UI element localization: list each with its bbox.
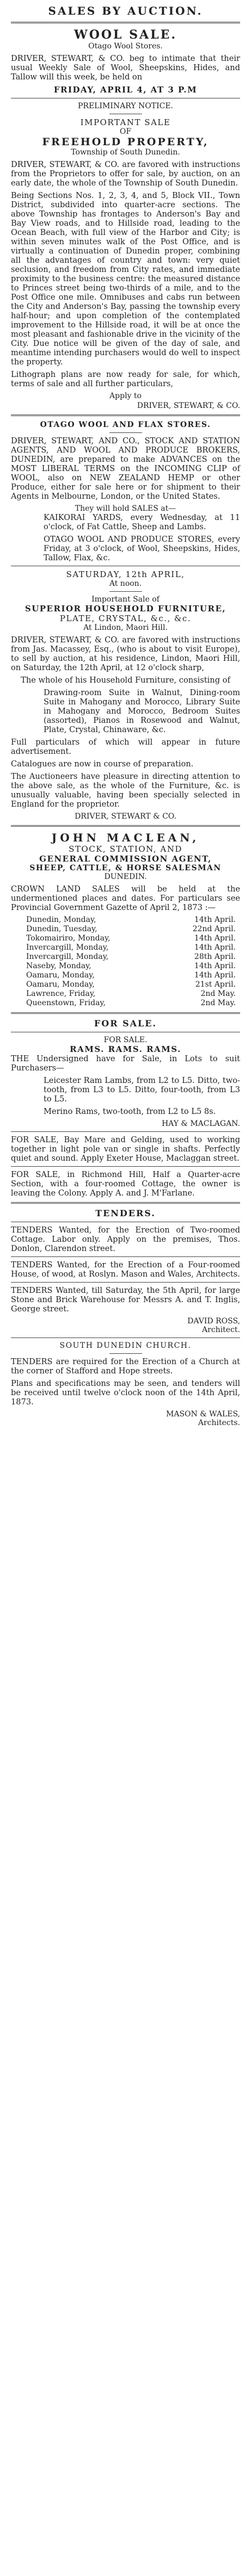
ad-line: DUNEDIN.	[104, 872, 147, 881]
ad-paragraph: The whole of his Household Furniture, consisting of	[21, 676, 230, 685]
crown-land-list	[11, 915, 240, 1008]
ad-paragraph: Full particulars of which will appear in future advertisement.	[11, 738, 240, 756]
furniture-ad	[11, 569, 240, 821]
ad-paragraph: Leicester Ram Lambs, from L2 to L5. Ditto, two-tooth, from L3 to L5. Ditto, four-tooth, from L3 to L5.	[44, 1076, 240, 1104]
divider	[109, 591, 142, 592]
ad-paragraph: OTAGO WOOL AND PRODUCE STORES, every Friday, at 3 o'clock, of Wool, Sheepskins, Hides, Tallow, Flax, &c.	[44, 535, 240, 562]
tenders-section	[11, 1208, 240, 1427]
ad-paragraph: FOR SALE, in Richmond Hill, Half a Quarter-acre Section, with a four-roomed Cottage, the owner is leaving the Colony. Apply A. and J. M'Farlane.	[11, 1170, 240, 1198]
ad-paragraph: Merino Rams, two-tooth, from L2 to L5 8s.	[44, 1107, 216, 1116]
ad-title: JOHN MACLEAN,	[51, 831, 200, 844]
ad-paragraph: Lithograph plans are now ready for sale, for which, terms of sale and all further particulars,	[11, 370, 240, 388]
ad-time: At noon.	[109, 579, 142, 588]
apply-line: Apply to	[109, 392, 142, 400]
ad-title: SUPERIOR HOUSEHOLD FURNITURE,	[25, 604, 226, 614]
divider	[11, 1166, 240, 1167]
ad-line: Township of South Dunedin.	[71, 148, 180, 157]
divider	[11, 1282, 240, 1283]
maclean-ad	[11, 831, 240, 1008]
wool-sale-ad	[11, 28, 240, 95]
list-item: Oamaru, Monday, 14th April.	[26, 971, 236, 980]
ad-subtitle: Otago Wool Stores.	[88, 42, 163, 51]
flax-stores-ad	[11, 420, 240, 562]
divider	[11, 825, 240, 827]
signature-title: Architect.	[202, 1326, 240, 1334]
ad-paragraph: Plans and specifications may be seen, and tenders will be received until twelve o'clock noon of the 14th April, 1873.	[11, 1379, 240, 1407]
signature: DRIVER, STEWART & CO.	[75, 812, 176, 821]
ad-line: OF	[119, 127, 132, 136]
list-item: Tokomairiro, Monday, 14th April.	[26, 934, 236, 943]
ad-line: Important Sale of	[91, 595, 160, 604]
ad-paragraph: THE Undersigned have for Sale, in Lots to suit Purchasers—	[11, 1054, 240, 1073]
ad-paragraph: CROWN LAND SALES will be held at the undermentioned places and dates. For particulars see Provincial Government Gazette of April 2, 1873 :—	[11, 884, 240, 912]
list-item: Invercargill, Monday, 14th April.	[26, 943, 236, 952]
signature: MASON & WALES,	[166, 1410, 240, 1419]
ad-paragraph: DRIVER, STEWART, & CO. are favored with instructions from Jas. Macassey, Esq., (who is about to visit Europe), to sell by auction, at his residence, Lindon, Maori Hill, on Saturday, the 12th April, at 12 o'clock sharp,	[11, 635, 240, 672]
ad-paragraph: TENDERS Wanted, for the Erection of a Four-roomed House, of wood, at Roslyn. Mason and Wales, Architects.	[11, 1260, 240, 1279]
divider	[11, 1337, 240, 1338]
divider	[109, 1353, 142, 1354]
ad-paragraph: TENDERS are required for the Erection of a Church at the corner of Stafford and Hope streets.	[11, 1357, 240, 1376]
notice-label: PRELIMINARY NOTICE.	[77, 102, 173, 110]
ad-paragraph: Drawing-room Suite in Walnut, Dining-room Suite in Mahogany and Morocco, Library Suite in Mahogany and Morocco, Bedroom Suites (assorted), Pianos in Rosewood and Walnut, Plate, Crystal, Chinaware, &c.	[44, 688, 240, 734]
ad-title: SOUTH DUNEDIN CHURCH.	[59, 1341, 192, 1350]
list-item: Oamaru, Monday, 21st April.	[26, 980, 236, 989]
list-item: Queenstown, Friday, 2nd May.	[26, 999, 236, 1007]
ad-paragraph: The Auctioneers have pleasure in directing attention to the above sale, as the whole of the Furniture, &c. is unusually valuable, having been specially selected in England for the proprietor.	[11, 772, 240, 809]
freehold-ad	[11, 102, 240, 410]
divider	[11, 22, 240, 23]
ad-paragraph: KAIKORAI YARDS, every Wednesday, at 11 o'clock, of Fat Cattle, Sheep and Lambs.	[44, 513, 240, 531]
ad-line: STOCK, STATION, AND	[69, 844, 182, 854]
list-item: Lawrence, Friday, 2nd May.	[26, 989, 236, 998]
section-heading: TENDERS.	[95, 1208, 156, 1218]
signature: DRIVER, STEWART, & CO.	[137, 401, 240, 410]
ad-line: PLATE, CRYSTAL, &c., &c.	[59, 614, 192, 623]
ad-title: FREEHOLD PROPERTY,	[42, 136, 209, 148]
ad-body: DRIVER, STEWART, & CO. beg to intimate that their usual Weekly Sale of Wool, Sheepskins, Hides, and Tallow will this week, be held on	[11, 54, 240, 82]
ad-paragraph: TENDERS Wanted, for the Erection of Two-roomed Cottage. Labor only. Apply on the premises, Thos. Donlon, Clarendon street.	[11, 1225, 240, 1253]
ad-paragraph: Catalogues are now in course of preparation.	[11, 759, 194, 769]
ad-paragraph: Being Sections Nos. 1, 2, 3, 4, and 5, Block VII., Town District, subdivided into quarter-acre sections. The above Township has frontages to Anderson's Bay and Bay View roads, and to Hillside road, leading to the Ocean Beach, with full view of the Harbor and City; is within seven minutes walk of the Post Office, and is virtually a continuation of Dunedin proper, combining all the advantages of country and town: very quiet seclusion, and freedom from City rates, and immediate proximity to the business centre: the measured distance to Princes street being two-thirds of a mile, and to the Post Office one mile. Omnibuses and cabs run between the City and Anderson's Bay, passing the township every half-hour; and upon completion of the contemplated improvement to the Hillside road, it will be at once the most pleasant and fashionable drive in the vicinity of the City. Due notice will be given of the day of sale, and meantime intending purchasers would do well to inspect the property.	[11, 191, 241, 367]
for-sale-section	[11, 1018, 240, 1198]
section-heading: FOR SALE.	[94, 1018, 157, 1029]
ad-paragraph: TENDERS Wanted, till Saturday, the 5th April, for large Stone and Brick Warehouse for Messrs A. and T. Inglis, George street.	[11, 1286, 240, 1314]
ad-line: GENERAL COMMISSION AGENT,	[39, 854, 212, 864]
signature: HAY & MACLAGAN.	[161, 1119, 240, 1128]
ad-line: FOR SALE.	[103, 1036, 148, 1044]
ad-line: At Lindon, Maori Hill.	[83, 623, 168, 632]
signature-title: Architects.	[198, 1419, 240, 1427]
ad-date: FRIDAY, APRIL 4, AT 3 P.M	[53, 85, 198, 95]
ad-title: WOOL SALE.	[74, 28, 177, 42]
ad-line: IMPORTANT SALE	[80, 117, 171, 127]
signature: DAVID ROSS,	[187, 1317, 240, 1326]
divider	[11, 1012, 240, 1014]
list-item: Naseby, Monday, 14th April.	[26, 962, 236, 970]
list-item: Invercargill, Monday, 28th April.	[26, 952, 236, 961]
divider	[11, 1131, 240, 1132]
list-item: Dunedin, Tuesday, 22nd April.	[26, 925, 236, 933]
divider	[109, 432, 142, 433]
list-item: Dunedin, Monday, 14th April.	[26, 915, 236, 924]
divider	[11, 414, 240, 416]
ad-line: They will hold SALES at—	[75, 504, 176, 513]
divider	[11, 1202, 240, 1204]
ad-line: SHEEP, CATTLE, & HORSE SALESMAN	[29, 864, 222, 872]
ad-title: OTAGO WOOL AND FLAX STORES.	[40, 420, 211, 429]
ad-paragraph: DRIVER, STEWART, & CO. are favored with instructions from the Proprietors to offer for sale, by auction, on an early date, the whole of the Township of South Dunedin.	[11, 160, 240, 188]
ad-title: RAMS. RAMS. RAMS.	[70, 1044, 181, 1054]
ad-paragraph: FOR SALE, Bay Mare and Gelding, used to working together in light pole van or single in shafts. Perfectly quiet and sound. Apply Exeter House, Maclaggan street.	[11, 1135, 240, 1163]
section-header: SALES BY AUCTION.	[48, 4, 203, 17]
divider	[11, 1256, 240, 1257]
ad-paragraph: DRIVER, STEWART, AND CO., STOCK AND STATION AGENTS, AND WOOL AND PRODUCE BROKERS, DUNEDIN, are prepared to make ADVANCES on the MOST LIBERAL TERMS on the INCOMING CLIP of WOOL, also on NEW ZEALAND HEMP or other Produce, either for sale here or for shipment to their Agents in Melbourne, London, or the United States.	[11, 436, 240, 501]
ad-date: SATURDAY, 12th APRIL,	[66, 569, 185, 579]
newspaper-column	[5, 0, 246, 1427]
